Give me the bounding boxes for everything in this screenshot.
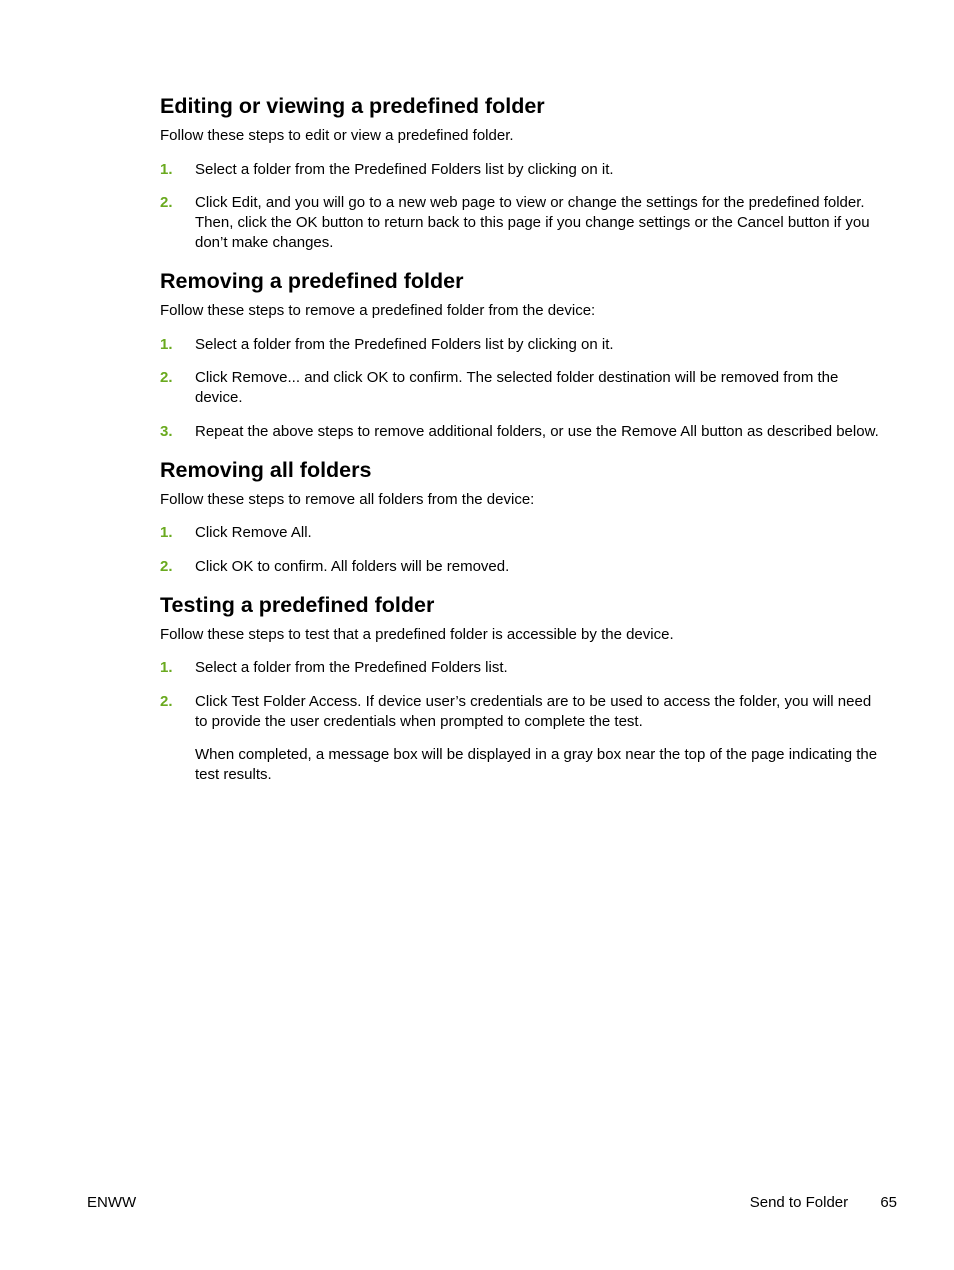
section-testing bbox=[160, 591, 886, 786]
step-number: 2. bbox=[160, 557, 173, 575]
footer-right bbox=[750, 1193, 897, 1213]
step-text: Click Test Folder Access. If device user’s credentials are to be used to access the folder, you will need to provide the user credentials when prompted to complete the test. bbox=[195, 692, 872, 730]
section-intro: Follow these steps to edit or view a predefined folder. bbox=[160, 127, 514, 144]
step-number: 2. bbox=[160, 692, 173, 710]
page-number: 65 bbox=[880, 1194, 897, 1211]
step-item bbox=[160, 193, 886, 253]
section-heading: Removing a predefined folder bbox=[160, 269, 464, 293]
step-item bbox=[160, 658, 886, 678]
step-number: 2. bbox=[160, 194, 173, 211]
step-text: Click Edit, and you will go to a new web page to view or change the settings for the predefined folder. Then, click the OK button to return back to this page if you change settings or the Cancel button if you don’t make changes. bbox=[195, 194, 870, 251]
step-text: Click Remove All. bbox=[195, 524, 312, 541]
step-number: 1. bbox=[160, 524, 173, 541]
step-text: Select a folder from the Predefined Folders list by clicking on it. bbox=[195, 335, 614, 353]
step-list bbox=[160, 335, 886, 442]
section-intro: Follow these steps to remove all folders from the device: bbox=[160, 490, 535, 508]
step-note: When completed, a message box will be displayed in a gray box near the top of the page indicating the test results. bbox=[195, 746, 878, 783]
step-list bbox=[160, 658, 886, 785]
step-text: Select a folder from the Predefined Folders list. bbox=[195, 659, 508, 676]
section-intro: Follow these steps to test that a predefined folder is accessible by the device. bbox=[160, 625, 674, 643]
section-heading: Testing a predefined folder bbox=[160, 592, 435, 617]
section-removing-all bbox=[160, 456, 886, 577]
step-item bbox=[160, 368, 886, 408]
step-text: Click OK to confirm. All folders will be removed. bbox=[195, 557, 510, 575]
footer-locale: ENWW bbox=[87, 1194, 137, 1211]
step-item bbox=[160, 523, 886, 543]
step-number: 1. bbox=[160, 335, 173, 353]
section-heading: Removing all folders bbox=[160, 457, 372, 482]
step-text: Repeat the above steps to remove additional folders, or use the Remove All button as described below. bbox=[195, 422, 879, 440]
step-item bbox=[160, 160, 886, 180]
footer-chapter: Send to Folder bbox=[749, 1194, 849, 1211]
step-number: 1. bbox=[160, 160, 173, 178]
step-list bbox=[160, 523, 886, 577]
step-item bbox=[160, 422, 886, 442]
step-list bbox=[160, 160, 886, 254]
step-text: Select a folder from the Predefined Folders list by clicking on it. bbox=[195, 160, 614, 178]
step-item bbox=[160, 335, 886, 355]
step-number: 2. bbox=[160, 369, 173, 386]
step-number: 1. bbox=[160, 659, 173, 676]
section-heading: Editing or viewing a predefined folder bbox=[160, 94, 545, 118]
section-intro: Follow these steps to remove a predefined folder from the device: bbox=[160, 302, 596, 319]
step-text: Click Remove... and click OK to confirm. The selected folder destination will be removed from the device. bbox=[195, 369, 839, 406]
document-body bbox=[160, 92, 886, 785]
step-number: 3. bbox=[160, 422, 173, 440]
section-editing-viewing bbox=[160, 92, 886, 253]
step-item bbox=[160, 557, 886, 577]
step-item bbox=[160, 692, 886, 786]
section-removing-predefined bbox=[160, 267, 886, 442]
